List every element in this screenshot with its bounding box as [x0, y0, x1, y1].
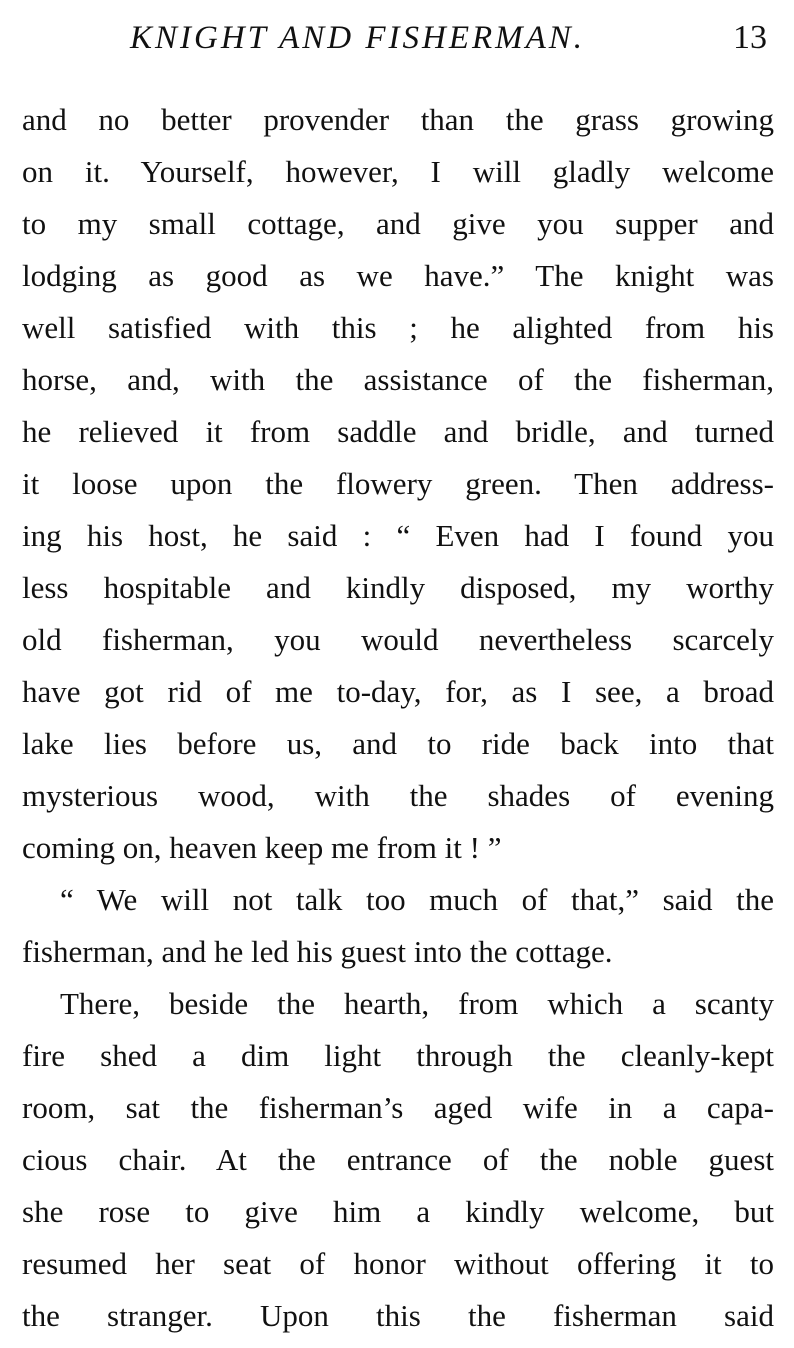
text-line: fire shed a dim light through the cleanly-kept — [22, 1038, 774, 1073]
paragraph-first-line: There, beside the hearth, from which a scanty — [60, 986, 774, 1021]
text-line: and no better provender than the grass growing — [22, 102, 774, 137]
text-line: resumed her seat of honor without offering it to — [22, 1246, 774, 1281]
text-line: the stranger. Upon this the fisherman said — [22, 1298, 774, 1333]
text-line: mysterious wood, with the shades of evening — [22, 778, 774, 813]
text-line: horse, and, with the assistance of the fisherman, — [22, 362, 774, 397]
text-line: fisherman, and he led his guest into the cottage. — [22, 934, 613, 969]
text-line: lodging as good as we have.” The knight was — [22, 258, 774, 293]
page-number: 13 — [733, 19, 767, 56]
text-line: she rose to give him a kindly welcome, but — [22, 1194, 774, 1229]
text-line: have got rid of me to-day, for, as I see, a broad — [22, 674, 774, 709]
paragraph-first-line: “ We will not talk too much of that,” said the — [60, 882, 774, 917]
text-line: it loose upon the flowery green. Then address- — [22, 466, 774, 501]
text-line: coming on, heaven keep me from it ! ” — [22, 830, 502, 865]
text-line: cious chair. At the entrance of the noble guest — [22, 1142, 774, 1177]
text-line: ing his host, he said : “ Even had I found you — [22, 518, 774, 553]
text-line: well satisfied with this ; he alighted from his — [22, 310, 774, 345]
body-text — [22, 94, 774, 1342]
text-line: he relieved it from saddle and bridle, and turned — [22, 414, 774, 449]
text-line: old fisherman, you would nevertheless scarcely — [22, 622, 774, 657]
text-line: on it. Yourself, however, I will gladly welcome — [22, 154, 774, 189]
running-title: KNIGHT AND FISHERMAN. — [130, 20, 586, 56]
text-line: lake lies before us, and to ride back into that — [22, 726, 774, 761]
text-line: to my small cottage, and give you supper and — [22, 206, 774, 241]
text-line: room, sat the fisherman’s aged wife in a capa- — [22, 1090, 774, 1125]
page-header — [0, 14, 794, 64]
text-line: less hospitable and kindly disposed, my worthy — [22, 570, 774, 605]
